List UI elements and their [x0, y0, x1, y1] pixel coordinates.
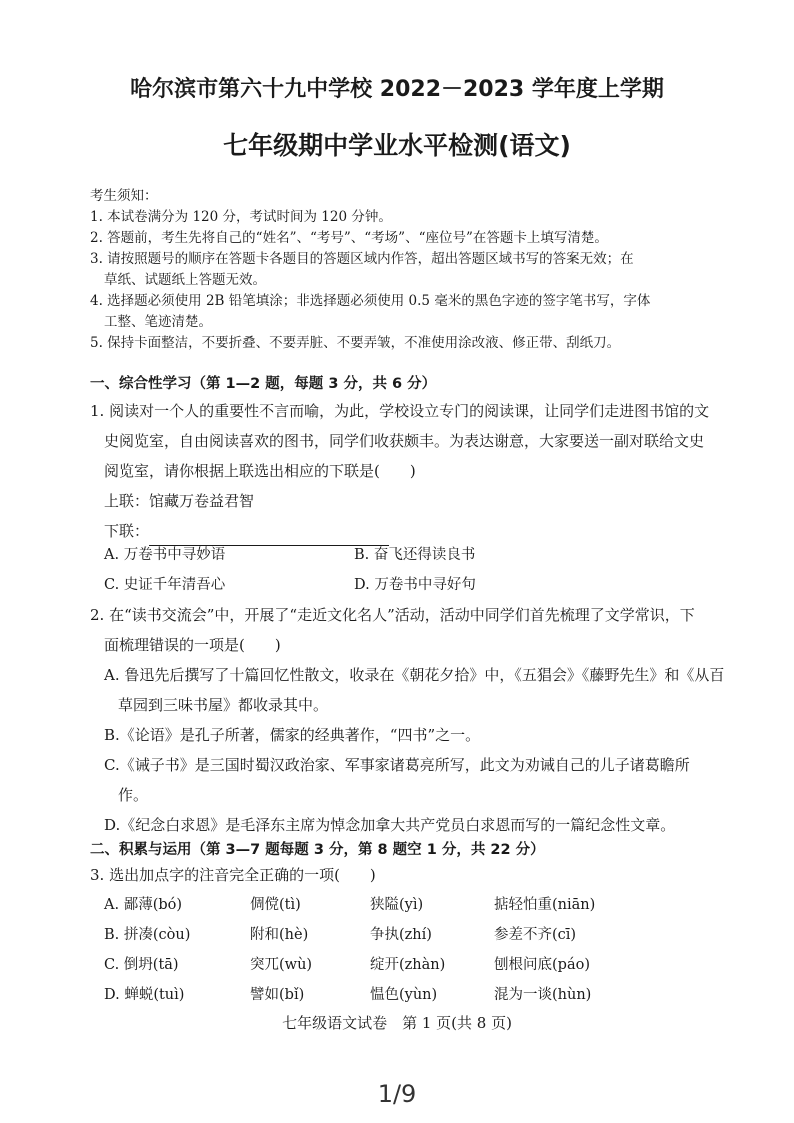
page-footer: 七年级语文试卷 第 1 页(共 8 页) [282, 1014, 512, 1032]
option-d-item: 愠色(yùn) [370, 987, 438, 1003]
option-d-item: D. 蝉蜕(tuì) [104, 987, 185, 1003]
option-d-item: 譬如(bǐ) [250, 987, 305, 1003]
notice-line: 2. 答题前，考生先将自己的“姓名”、“考号”、“考场”、“座位号”在答题卡上填写清楚。 [90, 230, 608, 246]
option-c: C. 史证千年清吾心 [104, 577, 226, 593]
exam-notice [90, 186, 730, 354]
option-row-a [104, 890, 724, 920]
question-text: 2. 在“读书交流会”中，开展了“走近文化名人”活动，活动中同学们首先梳理了文学常识，下 [90, 606, 695, 624]
notice-line: 草纸、试题纸上答题无效。 [104, 272, 266, 288]
option-b: B.《论语》是孔子所著，儒家的经典著作，“四书”之一。 [104, 726, 481, 744]
notice-heading: 考生须知： [90, 188, 158, 204]
option-a: A. 万卷书中寻妙语 [104, 547, 226, 563]
question-text: 3. 选出加点字的注音完全正确的一项( ) [90, 866, 376, 884]
couplet-lower-label: 下联： [104, 522, 150, 540]
option-b-item: 附和(hè) [250, 927, 309, 943]
notice-line: 1. 本试卷满分为 120 分，考试时间为 120 分钟。 [90, 209, 392, 225]
option-row-d [104, 980, 724, 1010]
option-c-cont: 作。 [118, 786, 149, 804]
question-text: 阅览室，请你根据上联选出相应的下联是( ) [104, 462, 416, 480]
option-d: D.《纪念白求恩》是毛泽东主席为悼念加拿大共产党员白求恩而写的一篇纪念性文章。 [104, 816, 676, 834]
option-row-c [104, 950, 724, 980]
question-text: 1. 阅读对一个人的重要性不言而喻，为此，学校设立专门的阅读课，让同学们走进图书馆的文 [90, 402, 710, 420]
question-1 [90, 396, 730, 546]
section-heading-2: 二、积累与运用（第 3—7 题每题 3 分，第 8 题空 1 分，共 22 分） [90, 842, 545, 858]
notice-line: 工整、笔迹清楚。 [104, 314, 212, 330]
option-row-b [104, 920, 724, 950]
option-a: A. 鲁迅先后撰写了十篇回忆性散文，收录在《朝花夕拾》中，《五猖会》《藤野先生》和《从百 [104, 666, 725, 684]
option-d-item: 混为一谈(hùn) [494, 987, 592, 1003]
option-a-item: A. 鄙薄(bó) [104, 897, 183, 913]
option-c-item: 绽开(zhàn) [370, 957, 446, 973]
option-b-item: B. 拼凑(còu) [104, 927, 191, 943]
option-b: B. 奋飞还得读良书 [354, 547, 476, 563]
notice-line: 5. 保持卡面整洁，不要折叠、不要弄脏、不要弄皱，不准使用涂改液、修正带、刮纸刀。 [90, 335, 621, 351]
viewer-page-indicator: 1/9 [377, 1080, 417, 1108]
option-d: D. 万卷书中寻好句 [354, 577, 476, 593]
question-3 [90, 860, 730, 890]
option-c-item: C. 倒坍(tā) [104, 957, 179, 973]
option-a-item: 掂轻怕重(niān) [494, 897, 596, 913]
question-text: 面梳理错误的一项是( ) [104, 636, 281, 654]
option-c: C.《诫子书》是三国时蜀汉政治家、军事家诸葛亮所写，此文为劝诫自己的儿子诸葛瞻所 [104, 756, 690, 774]
option-a-item: 狭隘(yì) [370, 897, 424, 913]
notice-line: 4. 选择题必须使用 2B 铅笔填涂；非选择题必须使用 0.5 毫米的黑色字迹的签字笔书写，字体 [90, 293, 651, 309]
section-heading-1: 一、综合性学习（第 1—2 题，每题 3 分，共 6 分） [90, 376, 437, 392]
option-c-item: 突兀(wù) [250, 957, 313, 973]
notice-line: 3. 请按照题号的顺序在答题卡各题目的答题区域内作答，超出答题区域书写的答案无效；在 [90, 251, 634, 267]
option-b-item: 参差不齐(cī) [494, 927, 577, 943]
option-a-cont: 草园到三味书屋》都收录其中。 [118, 696, 329, 714]
couplet-upper: 上联：馆藏万卷益君智 [104, 492, 255, 510]
option-b-item: 争执(zhí) [370, 927, 432, 943]
q1-options [104, 540, 704, 600]
q3-options [104, 890, 724, 1010]
exam-title: 七年级期中学业水平检测(语文) [223, 131, 571, 160]
option-c-item: 刨根问底(páo) [494, 957, 590, 973]
question-2 [90, 600, 730, 840]
question-text: 史阅览室，自由阅读喜欢的图书，同学们收获颇丰。为表达谢意，大家要送一副对联给文史 [104, 432, 705, 450]
option-a-item: 倜傥(tì) [250, 897, 301, 913]
school-title: 哈尔滨市第六十九中学校 2022－2023 学年度上学期 [130, 77, 664, 102]
